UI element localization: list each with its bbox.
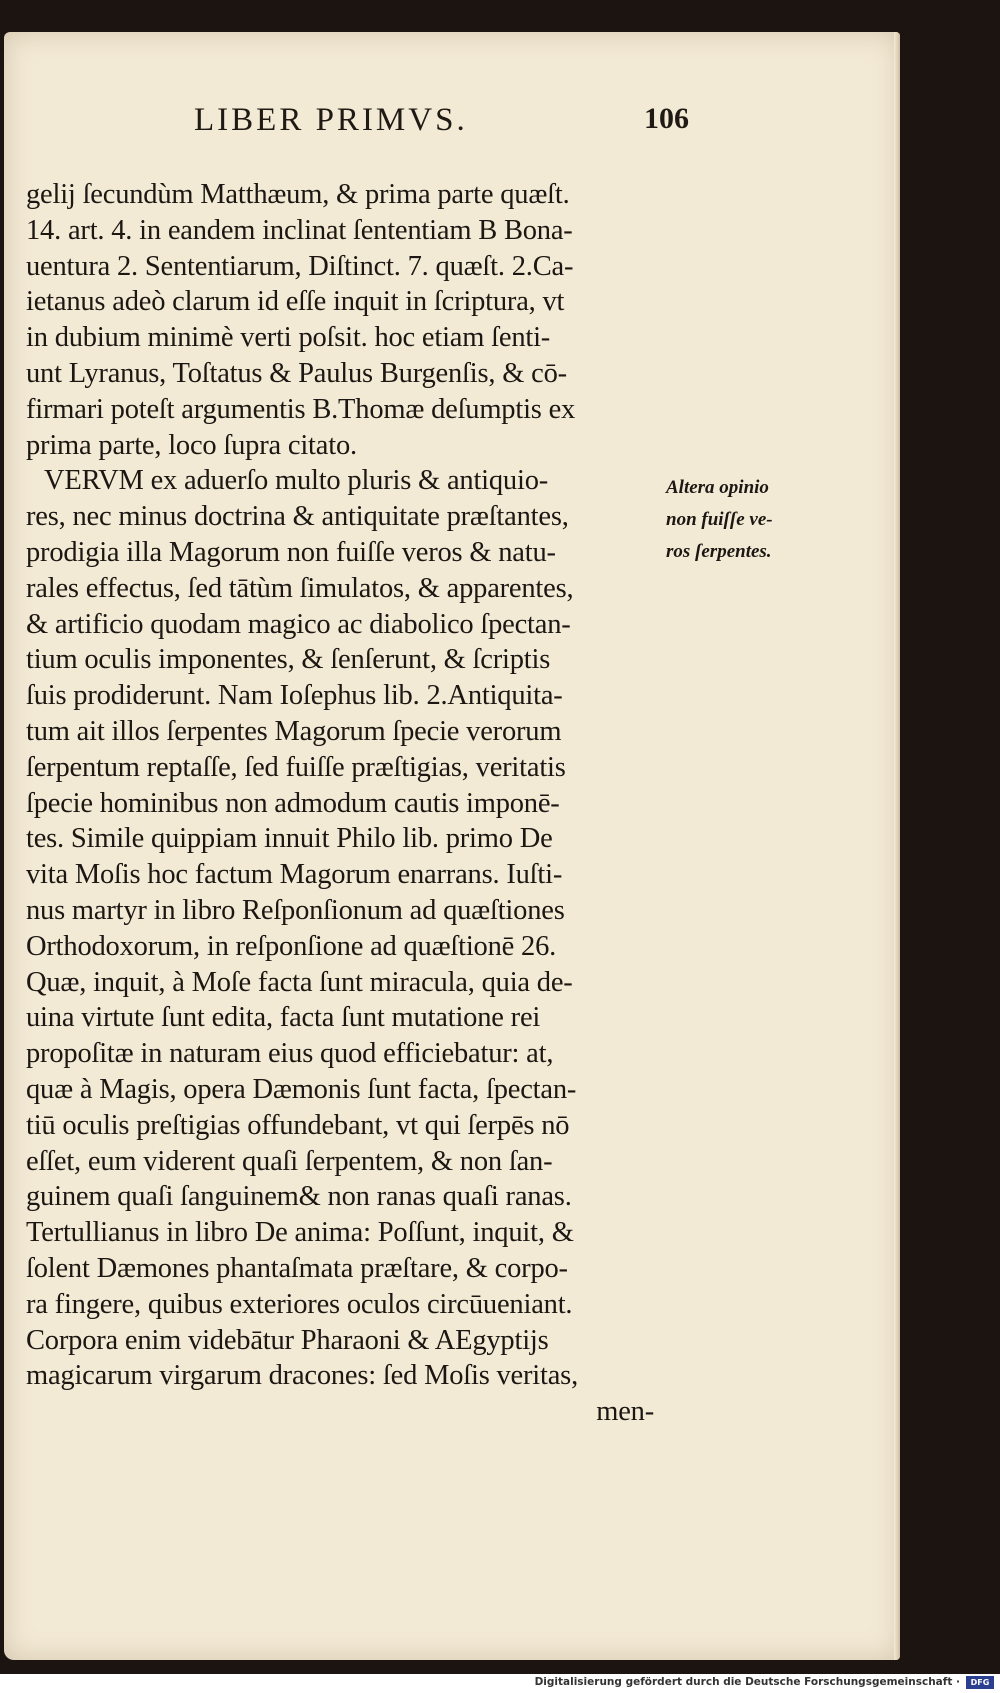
- text-line: prima parte, loco ſupra citato.: [26, 429, 357, 461]
- text-line: Quæ, inquit, à Moſe facta ſunt miracula, quia de-: [26, 966, 573, 998]
- text-line: magicarum virgarum dracones: ſed Moſis veritas,: [26, 1360, 579, 1392]
- text-line: rales effectus, ſed tātùm ſimulatos, & apparentes,: [26, 572, 574, 604]
- text-line: & artificio quodam magico ac diabolico ſpectan-: [26, 608, 571, 640]
- page-number: 106: [644, 102, 689, 135]
- text-line: Orthodoxorum, in reſponſione ad quæſtionē 26.: [26, 930, 557, 962]
- text-line: quæ à Magis, opera Dæmonis ſunt facta, ſpectan-: [26, 1073, 577, 1105]
- text-line: 14. art. 4. in eandem inclinat ſententiam B Bona-: [26, 214, 573, 246]
- text-line: guinem quaſi ſanguinem& non ranas quaſi ranas.: [26, 1181, 572, 1213]
- text-line: nus martyr in libro Reſponſionum ad quæſtiones: [26, 894, 565, 926]
- running-title: LIBER PRIMVS.: [194, 102, 468, 138]
- text-line: unt Lyranus, Toſtatus & Paulus Burgenſis, & cō-: [26, 357, 567, 389]
- marginal-note-line: Altera opinio: [666, 477, 769, 498]
- text-line: Tertullianus in libro De anima: Poſſunt, inquit, &: [26, 1217, 574, 1249]
- book-page: [4, 32, 900, 1660]
- text-line: ra fingere, quibus exteriores oculos circūueniant.: [26, 1288, 573, 1320]
- text-line: propoſitæ in naturam eius quod efficiebatur: at,: [26, 1038, 554, 1070]
- text-line: Corpora enim videbātur Pharaoni & AEgyptijs: [26, 1324, 549, 1356]
- funding-credit: Digitalisierung gefördert durch die Deutsche Forschungsgemeinschaft ·: [534, 1676, 960, 1688]
- dfg-logo: DFG: [966, 1676, 994, 1689]
- text-line: in dubium minimè verti poſsit. hoc etiam ſenti-: [26, 322, 551, 354]
- text-line: gelij ſecundùm Matthæum, & prima parte quæſt.: [26, 179, 570, 210]
- credit-bar: [0, 1674, 1000, 1693]
- text-line: ſolent Dæmones phantaſmata præſtare, & corpo-: [26, 1252, 568, 1284]
- text-line: uina virtute ſunt edita, facta ſunt mutatione rei: [26, 1002, 541, 1034]
- catchword: men-: [596, 1396, 654, 1428]
- text-line: tium oculis imponentes, & ſenſerunt, & ſcriptis: [26, 644, 551, 676]
- text-line-paragraph-start: VERVM ex aduerſo multo pluris & antiquio-: [44, 465, 549, 497]
- text-line: ſuis prodiderunt. Nam Ioſephus lib. 2.Antiquita-: [26, 680, 563, 712]
- text-line: ſerpentum reptaſſe, ſed fuiſſe præſtigias, veritatis: [26, 751, 566, 783]
- text-line: firmari poteſt argumentis B.Thomæ deſumptis ex: [26, 393, 576, 425]
- text-line: tiū oculis preſtigias offundebant, vt qui ſerpēs nō: [26, 1109, 570, 1141]
- text-line: tum ait illos ſerpentes Magorum ſpecie verorum: [26, 715, 562, 747]
- marginal-note: [666, 472, 836, 568]
- page-edge: [894, 32, 900, 1660]
- body-text: [26, 177, 666, 1430]
- text-line: vita Moſis hoc factum Magorum enarrans. Iuſti-: [26, 859, 563, 891]
- text-line: uentura 2. Sententiarum, Diſtinct. 7. quæſt. 2.Ca-: [26, 250, 574, 282]
- page-header: [4, 102, 900, 146]
- text-line: ietanus adeò clarum id eſſe inquit in ſcriptura, vt: [26, 286, 565, 318]
- text-line: tes. Simile quippiam innuit Philo lib. primo De: [26, 823, 553, 855]
- text-line: eſſet, eum viderent quaſi ſerpentem, & non ſan-: [26, 1145, 553, 1177]
- text-line: ſpecie hominibus non admodum cautis imponē-: [26, 787, 560, 819]
- marginal-note-line: ros ſerpentes.: [666, 541, 772, 562]
- text-line: res, nec minus doctrina & antiquitate præſtantes,: [26, 501, 569, 533]
- text-line: prodigia illa Magorum non fuiſſe veros & natu-: [26, 536, 556, 568]
- marginal-note-line: non fuiſſe ve-: [666, 509, 773, 530]
